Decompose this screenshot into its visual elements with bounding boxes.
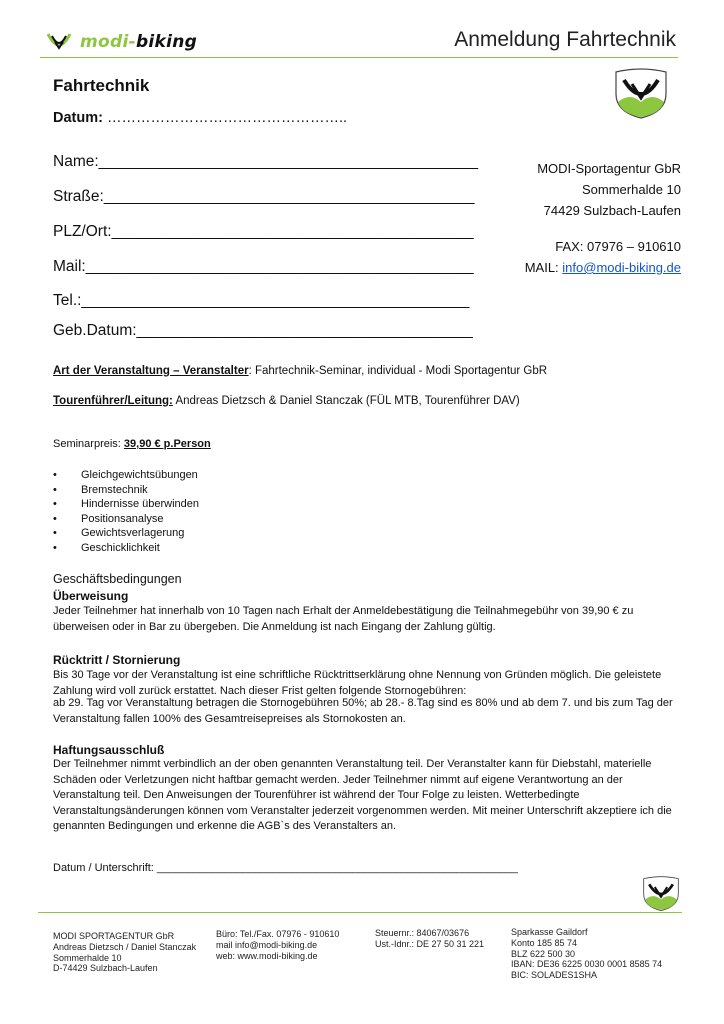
list-item: • Geschicklichkeit [53, 541, 160, 554]
bullet: • [53, 541, 57, 554]
liability-text: Der Teilnehmer nimmt verbindlich an der oben genannten Veranstaltung teil. Der Veranstalter kann für Diebstahl, materielle Schäden oder Verletzungen nicht haftbar gemacht werden. Jeder Teilnehmer nimmt auf eigene Verantwortung an der Veranstaltung teil. Den Anweisungen der Tourenführer ist während der Tour Folge zu leisten. Wetterbedingte Veranstaltungsänderungen können vom Veranstalter jederzeit vorgenommen werden. Mit meiner Unterschrift akzeptiere ich die genannten Bedingungen und erkenne die AGB`s des Veranstalters an. [53, 758, 672, 833]
date-field[interactable] [53, 110, 347, 126]
footer-bank: Sparkasse Gaildorf Konto 185 85 74 BLZ 622 500 30 IBAN: DE36 6225 0030 0001 8585 74 BIC: SOLADES1SHA [511, 927, 663, 981]
event-type-line [53, 365, 547, 377]
brand-logo [80, 32, 197, 52]
brand-separator: - [128, 32, 136, 52]
bullet: • [53, 527, 57, 540]
leader-value: Andreas Dietzsch & Daniel Stanczak (FÜL MTB, Tourenführer DAV) [172, 395, 520, 407]
bullet: • [53, 512, 57, 525]
list-item: • Gleichgewichtsübungen [53, 469, 198, 481]
date-dots: ………………………………………….. [102, 110, 348, 126]
price-value: 39,90 € p.Person [123, 438, 211, 450]
footer-divider [38, 912, 682, 913]
bullet: • [53, 498, 57, 511]
footer-tax: Steuernr.: 84067/03676 Ust.-Idnr.: DE 27 50 31 221 [375, 928, 485, 949]
birthdate-field[interactable]: Geb.Datum:_______________________________________ [53, 322, 473, 339]
crest-logo-small-icon [640, 876, 682, 912]
address-mail [525, 257, 681, 278]
address-mail-label: MAIL: [524, 260, 563, 275]
bullet: • [53, 483, 57, 496]
liability-heading: Haftungsausschluß [53, 743, 165, 757]
signature-field[interactable]: Datum / Unterschrift: ___________________________________________________________ [53, 862, 518, 874]
terms-title: Geschäftsbedingungen [53, 572, 182, 586]
form-heading: Fahrtechnik [53, 76, 150, 95]
transfer-text: Jeder Teilnehmer hat innerhalb von 10 Tagen nach Erhalt der Anmeldebestätigung die Teilnahmegebühr von 39,90 € zu überweisen oder in Bar zu übergeben. Die Anmeldung ist nach Eingang der Zahlung gültig. [53, 605, 634, 633]
date-label: Datum: [53, 110, 103, 126]
address-mail-link[interactable]: info@modi-biking.de [562, 260, 681, 275]
list-item: • Hindernisse überwinden [53, 498, 200, 511]
topics-list [53, 468, 199, 556]
address-city: 74429 Sulzbach-Laufen [543, 203, 681, 218]
brand-part2: biking [135, 32, 198, 52]
bullet: • [53, 469, 57, 481]
footer-company: MODI SPORTAGENTUR GbR Andreas Dietzsch / Daniel Stanczak Sommerhalde 10 D-74429 Sulzbach-Laufen [53, 931, 197, 974]
cancellation-text-1: Bis 30 Tage vor der Veranstaltung ist eine schriftliche Rücktrittserklärung ohne Nennung von Gründen möglich. Die geleistete Zahlung wird voll zurück erstattet. Nach dieser Frist gelten folgende Stornogebühren: [53, 669, 662, 697]
crest-logo-icon [612, 68, 670, 120]
brand-part1: modi [80, 32, 129, 52]
modi-biking-logo-icon [46, 30, 72, 56]
mail-field[interactable]: Mail:_____________________________________________ [53, 258, 474, 275]
name-field[interactable]: Name:____________________________________________ [53, 153, 478, 170]
price-line [53, 438, 211, 450]
event-type-label: Art der Veranstaltung – Veranstalter [53, 365, 249, 377]
cancellation-text-2: ab 29. Tag vor Veranstaltung betragen die Stornogebühren 50%; ab 28.- 8.Tag sind es 80% und ab dem 7. und bis zum Tag der Veranstaltung fallen 100% des Gesamtreisepreises als Stornokosten an. [53, 697, 673, 725]
organizer-address [525, 158, 681, 278]
cancellation-heading: Rücktritt / Stornierung [53, 653, 181, 667]
transfer-heading: Überweisung [53, 589, 129, 603]
address-street: Sommerhalde 10 [582, 182, 681, 197]
city-field[interactable]: PLZ/Ort:__________________________________________ [53, 223, 474, 240]
document-title: Anmeldung Fahrtechnik [454, 28, 676, 51]
leader-line [53, 395, 520, 407]
list-item: • Bremstechnik [53, 483, 148, 496]
list-item: • Gewichtsverlagerung [53, 527, 185, 540]
price-label: Seminarpreis: [53, 438, 124, 450]
address-fax: FAX: 07976 – 910610 [555, 239, 681, 254]
address-company: MODI-Sportagentur GbR [537, 161, 681, 176]
list-item: • Positionsanalyse [53, 512, 164, 525]
leader-label: Tourenführer/Leitung: [53, 395, 173, 407]
street-field[interactable]: Straße:___________________________________________ [53, 188, 475, 205]
header-divider [40, 57, 678, 58]
footer-contact: Büro: Tel./Fax. 07976 - 910610 mail info@modi-biking.de web: www.modi-biking.de [216, 929, 340, 961]
phone-field[interactable]: Tel.:_____________________________________________ [53, 292, 470, 309]
event-type-value: : Fahrtechnik-Seminar, individual - Modi Sportagentur GbR [248, 365, 548, 377]
